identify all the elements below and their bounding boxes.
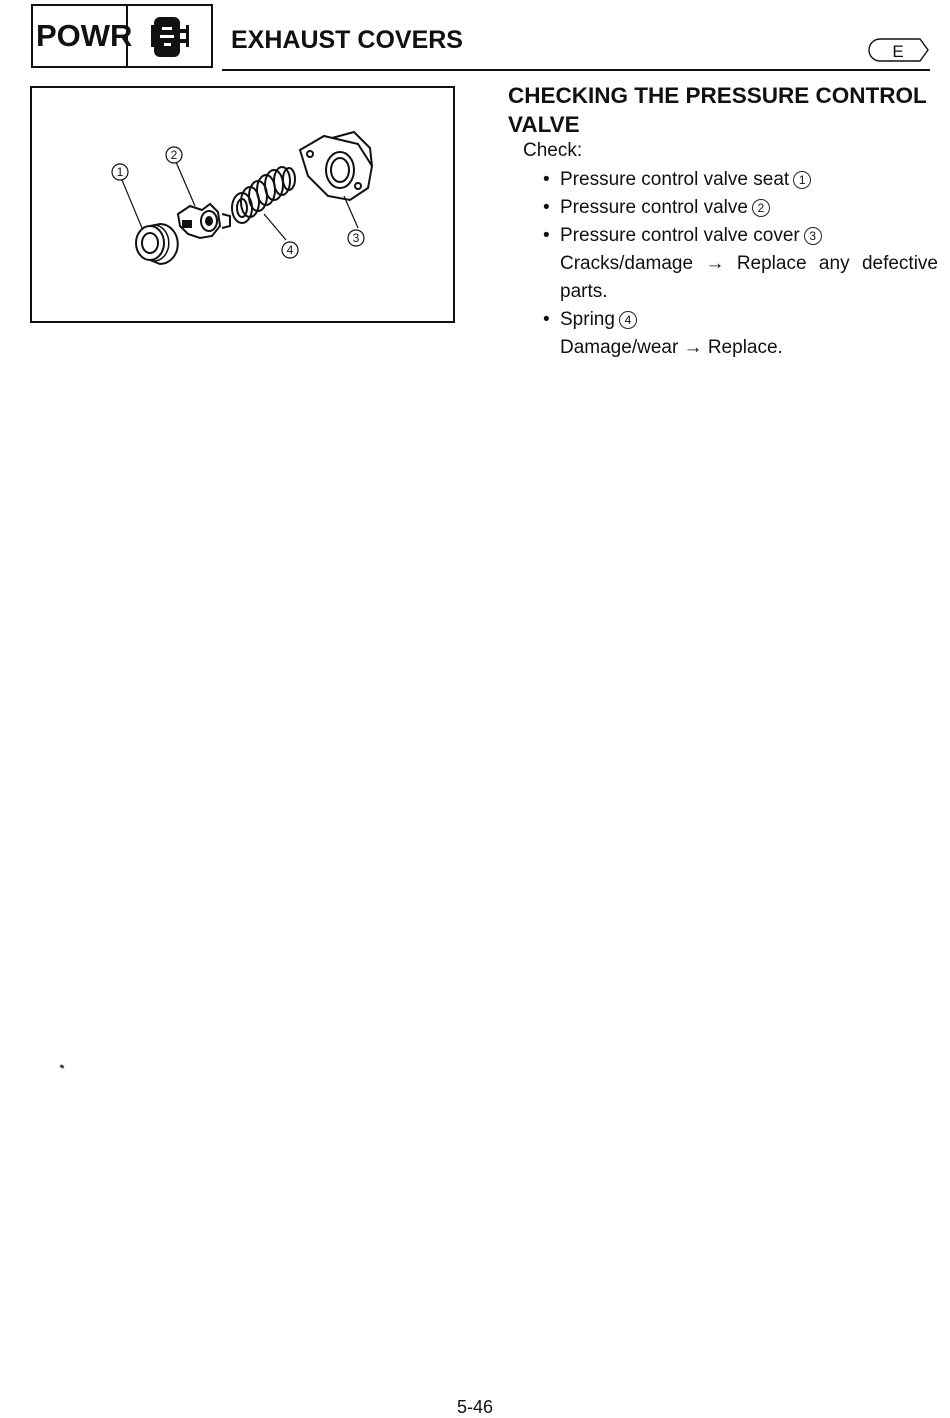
bullet: •	[543, 225, 550, 246]
reference-number: 3	[804, 227, 822, 245]
callout-1	[112, 164, 128, 180]
parts-illustration	[30, 86, 455, 323]
scan-speck	[60, 1064, 65, 1069]
bullet: •	[543, 197, 550, 218]
item-text: Pressure control valve cover	[560, 225, 800, 246]
section-heading: CHECKING THE PRESSURE CONTROL VALVE	[508, 83, 927, 137]
valve-drawing	[178, 204, 230, 238]
svg-text:3: 3	[352, 231, 360, 245]
list-item	[543, 166, 938, 194]
valve-seat-drawing	[136, 224, 178, 264]
page-number: 5-46	[456, 1397, 494, 1417]
valve-cover-drawing	[300, 132, 372, 200]
callout-2	[166, 147, 182, 163]
bullet: •	[543, 169, 550, 190]
item-detail: Damage/wear → Replace.	[560, 337, 783, 358]
reference-number: 2	[752, 199, 770, 217]
reference-number: 4	[619, 311, 637, 329]
item-detail: Cracks/damage → Replace any defective parts.	[560, 253, 938, 302]
svg-text:4: 4	[286, 243, 294, 257]
language-badge-label: E	[892, 42, 904, 61]
header-divider	[222, 69, 930, 71]
bullet: •	[543, 309, 550, 330]
language-badge	[866, 36, 930, 64]
item-text: Pressure control valve seat	[560, 169, 790, 190]
engine-power-unit-icon	[128, 6, 211, 66]
callout-4	[282, 242, 298, 258]
page-title: EXHAUST COVERS	[231, 26, 463, 54]
spring-drawing	[232, 167, 295, 223]
check-label: Check:	[523, 140, 583, 161]
callout-3	[348, 230, 364, 246]
reference-number: 1	[793, 171, 811, 189]
list-item	[543, 194, 938, 222]
svg-text:2: 2	[170, 148, 178, 162]
list-item	[543, 222, 938, 306]
svg-text:1: 1	[116, 165, 124, 179]
list-item	[543, 306, 938, 362]
check-list	[543, 166, 938, 362]
item-text: Spring	[560, 309, 615, 330]
item-text: Pressure control valve	[560, 197, 748, 218]
section-code: POWR	[33, 6, 128, 66]
section-tab	[31, 4, 213, 68]
